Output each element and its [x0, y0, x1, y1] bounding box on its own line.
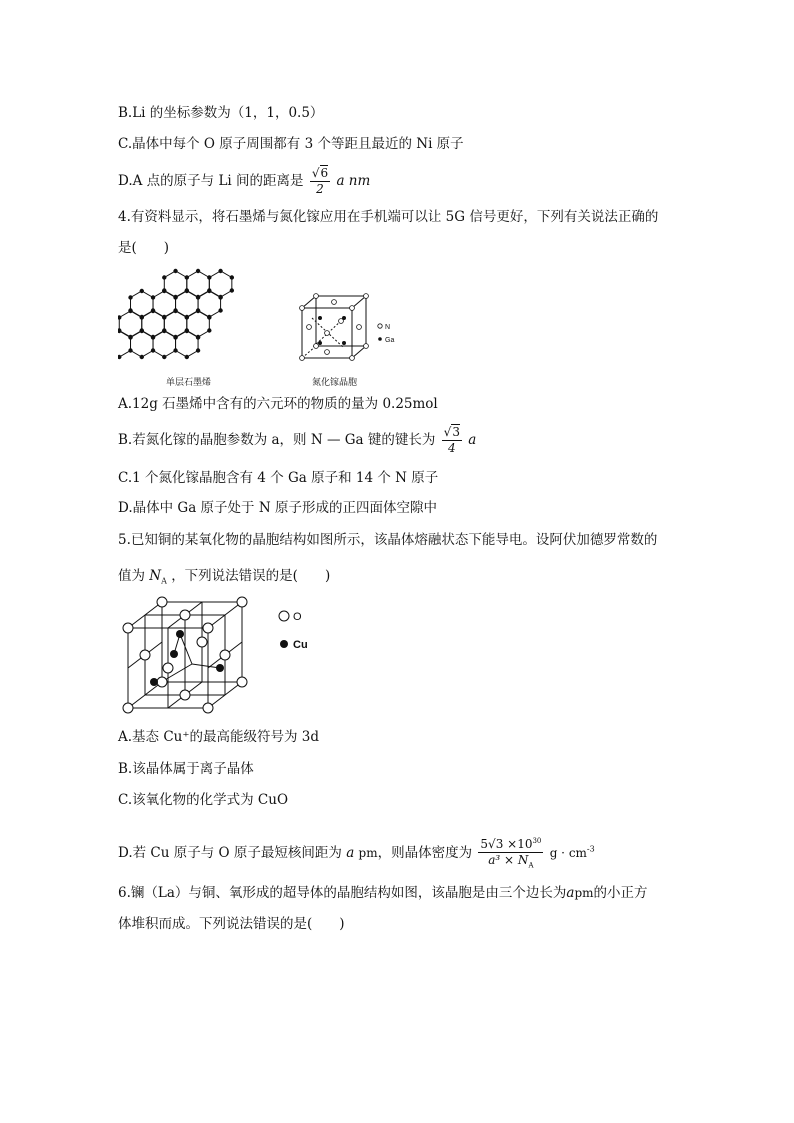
- graphene-atom: [128, 295, 132, 299]
- graphene-atom: [173, 295, 177, 299]
- graphene-atom: [162, 355, 166, 359]
- gan-caption: 氮化镓晶胞: [312, 377, 358, 387]
- graphene-atom: [196, 309, 200, 313]
- graphene-atom: [151, 295, 155, 299]
- q4-option-b-denominator: 4: [448, 441, 456, 455]
- graphene-lattice: [118, 269, 234, 359]
- q4-option-c: C.1 个氮化镓晶胞含有 4 个 Ga 原子和 14 个 N 原子: [118, 470, 439, 486]
- graphene-atom: [207, 328, 211, 332]
- q5-option-d-density-unit: g · cm: [549, 846, 587, 861]
- q5-option-a: A.基态 Cu⁺的最高能级符号为 3d: [118, 729, 320, 745]
- q5-option-d-mid: ，则晶体密度为: [377, 845, 473, 862]
- graphene-atom: [196, 269, 200, 273]
- graphene-atom: [151, 348, 155, 352]
- graphene-atom: [207, 275, 211, 279]
- graphene-atom: [151, 309, 155, 313]
- graphene-atom: [185, 329, 189, 333]
- graphene-hexagon: [118, 331, 131, 357]
- q3-option-b: B.Li 的坐标参数为（1，1，0.5）: [118, 105, 324, 121]
- graphene-atom: [162, 315, 166, 319]
- q5-stem-suffix: ，下列说法错误的是( ): [171, 568, 331, 584]
- q6-stem-suffix: 的小正方: [593, 885, 648, 901]
- graphene-atom: [230, 275, 234, 279]
- q6-stem-line1: [118, 883, 648, 903]
- q6-stem-unit: pm: [574, 886, 594, 900]
- graphene-atom: [162, 275, 166, 279]
- graphene-atom: [162, 329, 166, 333]
- q5-option-d-var: a: [346, 845, 355, 862]
- q4-stem-line1: 4.有资料显示，将石墨烯与氮化镓应用在手机端可以让 5G 信号更好，下列有关说法正确的: [118, 209, 659, 225]
- q3-option-d-numerator: 6: [320, 166, 329, 180]
- graphene-atom: [173, 348, 177, 352]
- graphene-atom: [185, 355, 189, 359]
- graphene-atom: [140, 289, 144, 293]
- graphene-atom: [196, 348, 200, 352]
- gan-unit-cell-figure: [298, 288, 398, 368]
- q5-option-d-density-exp: -3: [586, 844, 595, 854]
- q4-option-b-fraction: $\frac{√3}{4}$: [443, 425, 460, 455]
- graphene-atom: [185, 315, 189, 319]
- q5-stem-line1: 5.已知铜的某氧化物的晶胞结构如图所示，该晶体熔融状态下能导电。设阿伏加德罗常数的: [118, 532, 658, 548]
- q3-option-d-denominator: 2: [316, 182, 324, 196]
- graphene-atom: [173, 335, 177, 339]
- graphene-atom: [185, 275, 189, 279]
- q3-option-d: [118, 166, 370, 197]
- q5-option-d-unit: pm: [358, 846, 378, 861]
- q5-option-c: C.该氧化物的化学式为 CuO: [118, 792, 289, 808]
- q3-option-d-text: D.A 点的原子与 Li 间的距离是: [118, 173, 304, 189]
- graphene-atom: [218, 308, 222, 312]
- graphene-atom: [162, 289, 166, 293]
- q5-option-d-denominator-sub: A: [528, 861, 534, 870]
- q4-option-b-text: B.若氮化镓的晶胞参数为 a，则 N — Ga 键的键长为: [118, 432, 436, 448]
- graphene-atom: [173, 269, 177, 273]
- avogadro-subscript: A: [161, 576, 167, 586]
- q5-option-b: B.该晶体属于离子晶体: [118, 761, 254, 777]
- q5-stem-line2: [118, 566, 330, 592]
- legend-o-label: O: [293, 611, 302, 623]
- graphene-atom: [151, 335, 155, 339]
- graphene-atom: [230, 288, 234, 292]
- graphene-atom: [128, 309, 132, 313]
- q4-option-b-numerator: 3: [452, 425, 460, 439]
- q3-option-d-fraction: $\frac{√6}{2}$: [311, 166, 329, 196]
- graphene-atom: [207, 315, 211, 319]
- q5-option-d-numerator-exp: 30: [532, 837, 542, 845]
- graphene-atom: [218, 295, 222, 299]
- q4-option-d: D.晶体中 Ga 原子处于 N 原子形成的正四面体空隙中: [118, 500, 437, 516]
- q5-stem-prefix: 值为: [118, 568, 145, 584]
- legend-n-label: N: [385, 324, 391, 331]
- graphene-atom: [173, 309, 177, 313]
- graphene-atom: [140, 315, 144, 319]
- graphene-figure: [118, 262, 268, 364]
- q5-option-d-denominator: a³ × N: [488, 853, 529, 867]
- graphene-atom: [218, 269, 222, 273]
- q4-option-b: [118, 425, 476, 456]
- q5-option-d-text: D.若 Cu 原子与 O 原子最短核间距为: [118, 845, 342, 862]
- q4-option-a: A.12g 石墨烯中含有的六元环的物质的量为 0.25mol: [118, 396, 438, 412]
- q5-option-d-numerator: 5√3 ×10: [480, 837, 533, 851]
- graphene-atom: [196, 335, 200, 339]
- q6-stem-prefix: 6.镧（La）与铜、氧形成的超导体的晶胞结构如图，该晶胞是由三个边长为: [118, 885, 567, 901]
- q5-option-d-fraction: [478, 834, 543, 873]
- q6-stem-line2: 体堆积而成。下列说法错误的是( ): [118, 916, 345, 932]
- graphene-atom: [140, 329, 144, 333]
- graphene-caption: 单层石墨烯: [166, 377, 212, 387]
- q4-stem-line2: 是( ): [118, 240, 170, 256]
- q6-stem-var: a: [566, 885, 575, 901]
- q5-option-d: [118, 834, 595, 873]
- q3-option-d-unit: a nm: [336, 173, 371, 189]
- copper-oxide-cell-figure: [118, 596, 318, 714]
- graphene-atom: [196, 295, 200, 299]
- q3-option-c: C.晶体中每个 O 原子周围都有 3 个等距且最近的 Ni 原子: [118, 136, 464, 152]
- q4-option-b-var: a: [468, 432, 477, 448]
- graphene-atom: [128, 348, 132, 352]
- legend-cu-label: Cu: [293, 639, 308, 651]
- graphene-atom: [207, 289, 211, 293]
- graphene-atom: [140, 355, 144, 359]
- legend-ga-label: Ga: [385, 337, 395, 344]
- avogadro-symbol: N: [149, 568, 162, 584]
- graphene-atom: [185, 289, 189, 293]
- graphene-atom: [128, 335, 132, 339]
